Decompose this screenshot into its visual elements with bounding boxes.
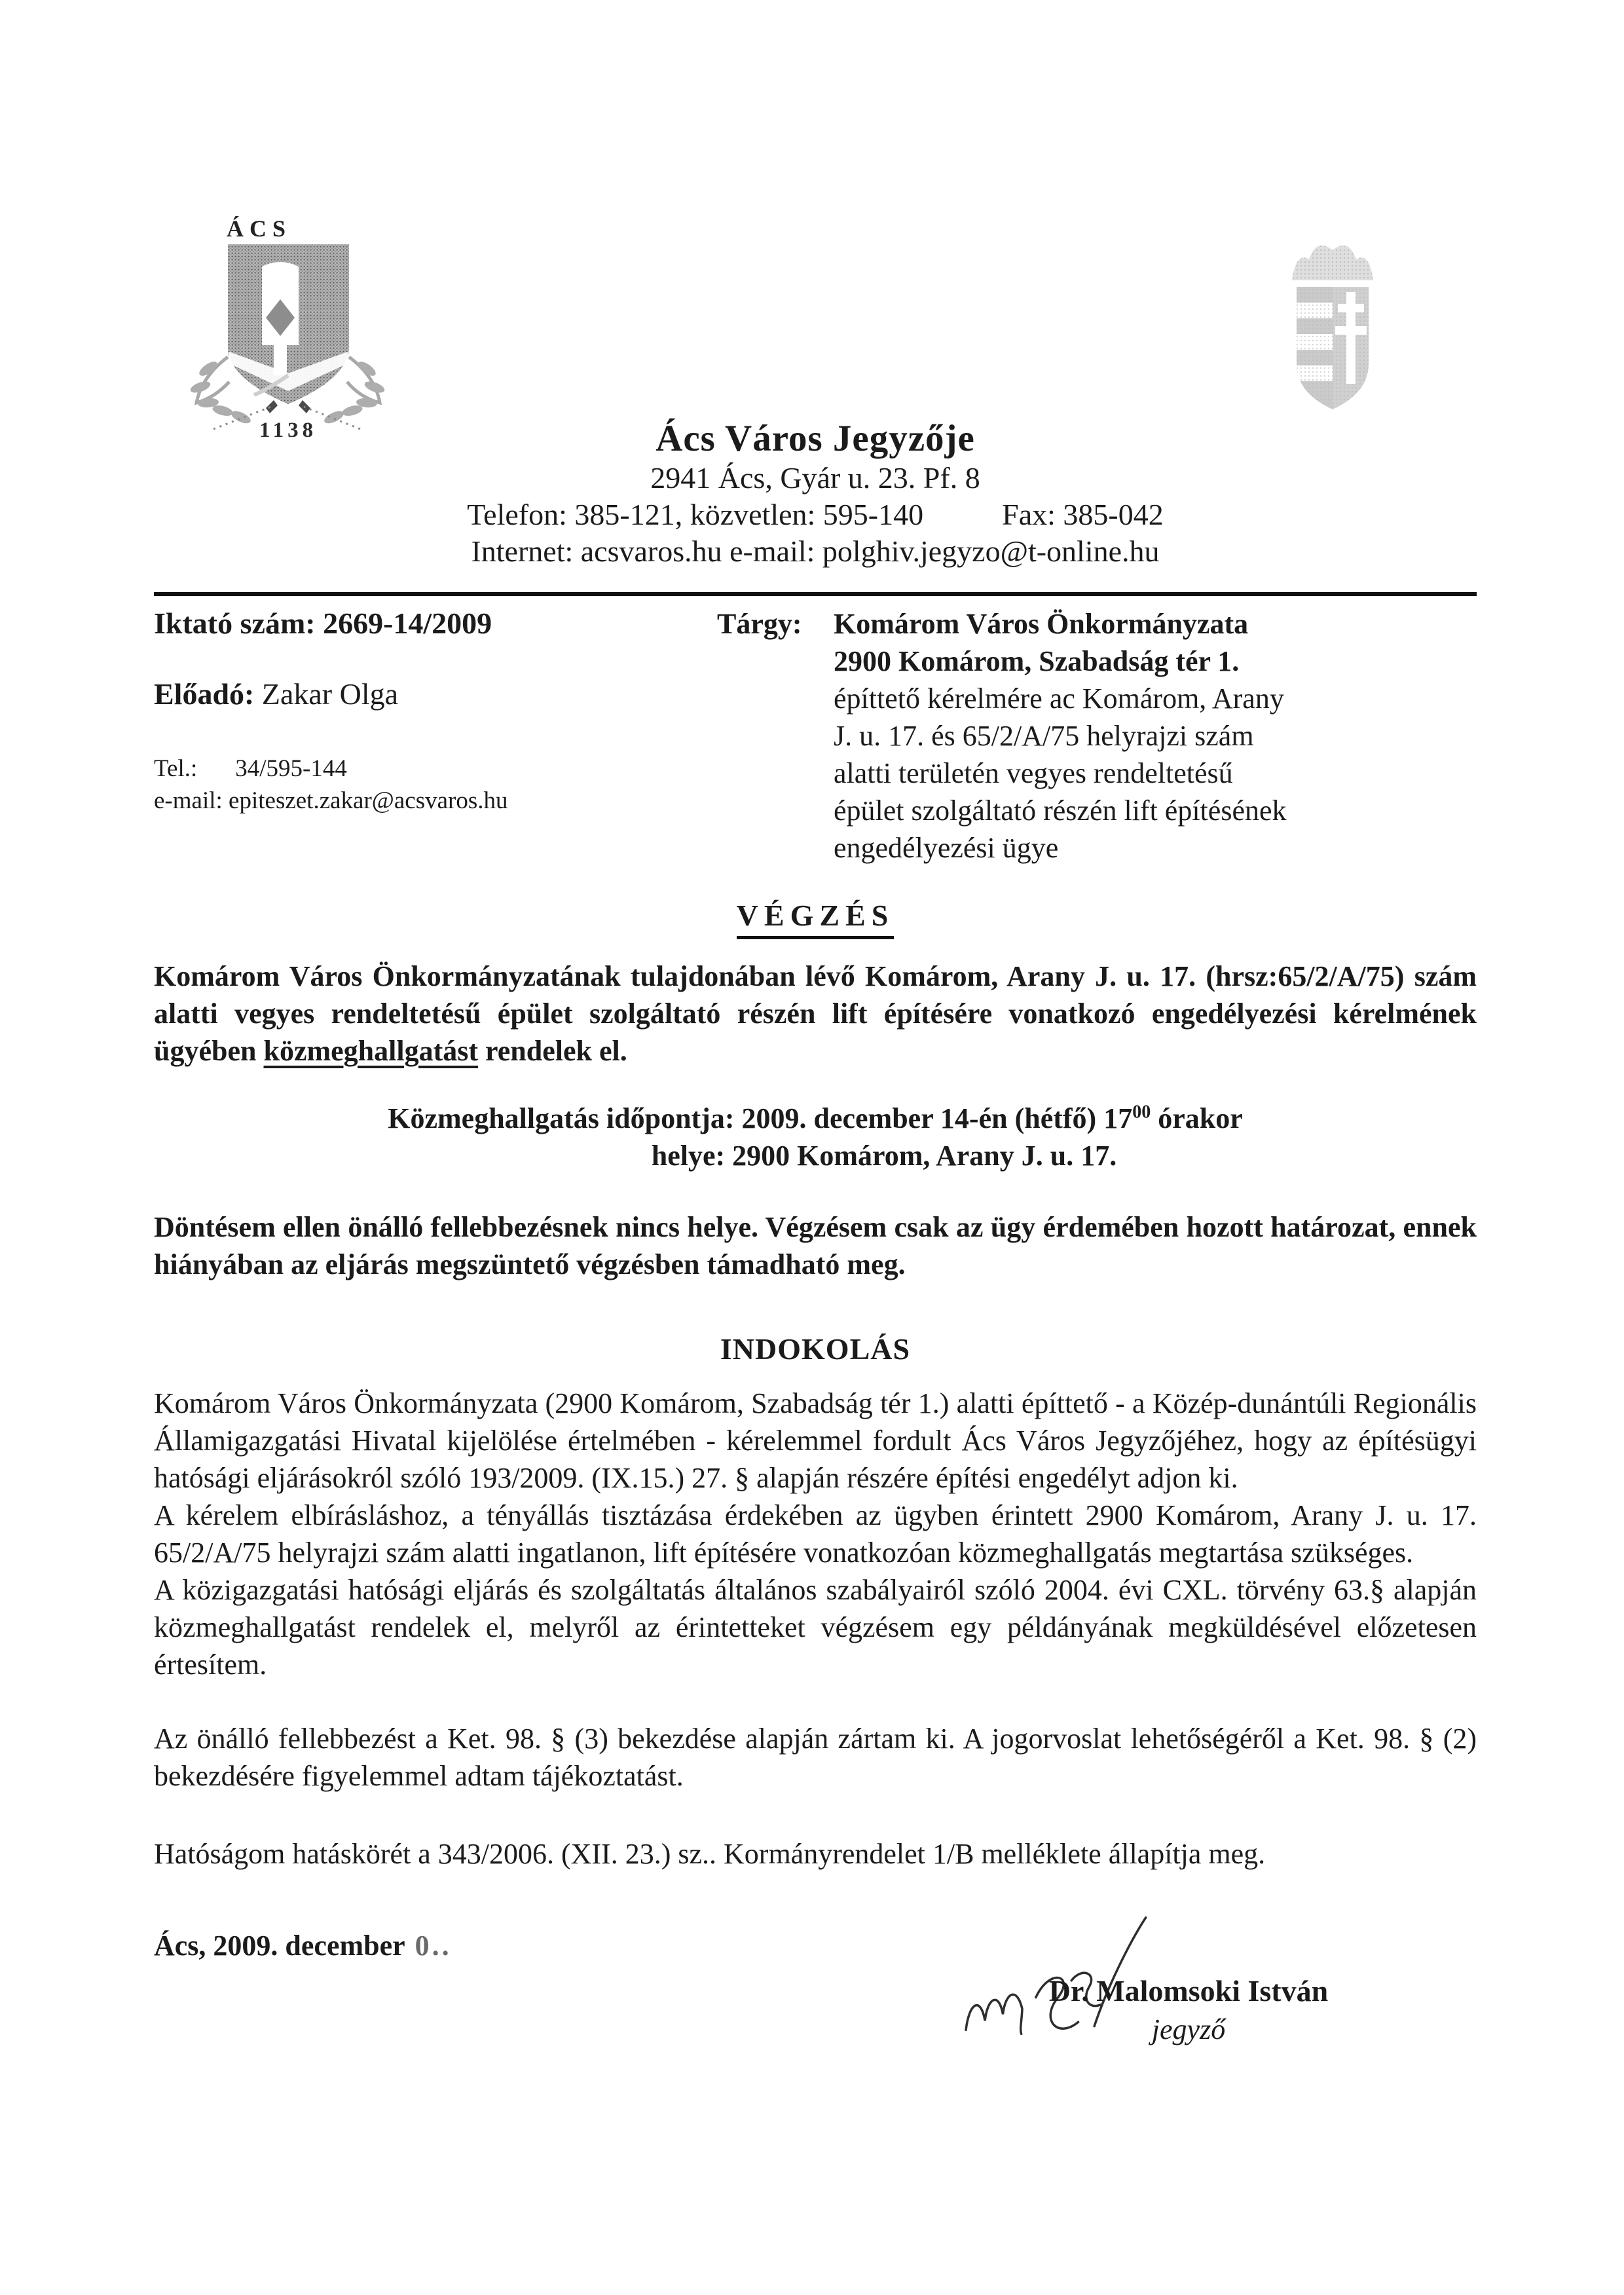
date-line: Ács, 2009. december 0.. (154, 1930, 452, 1962)
hearing-info (154, 1100, 1477, 1174)
case-phone-label: Tel.: (154, 755, 198, 782)
decision-heading: VÉGZÉS (154, 898, 1477, 933)
decision-text: Komárom Város Önkormányzatának tulajdonában lévő Komárom, Arany J. u. 17. (hrsz:65/2/A/75) szám alatti vegyes rendeltetésű épület szolgáltató részén lift építésére vonatkozó engedélyezési kérelmének ügyében (154, 960, 1477, 1067)
crest-acs-label: ÁCS (227, 215, 292, 242)
subject-line: épület szolgáltató részén lift építésének (834, 794, 1287, 827)
hearing-place: helye: 2900 Komárom, Arany J. u. 17. (651, 1140, 1117, 1172)
hearing-time: Közmeghallgatás időpontja: 2009. december 14-én (hétfő) $17^{00}$ órakor (388, 1102, 1243, 1134)
office-title: Ács Város Jegyzője (655, 418, 975, 459)
subject-line: 2900 Komárom, Szabadság tér 1. (834, 645, 1240, 677)
signer-name: Dr. Malomsoki István (1048, 1974, 1329, 2007)
subject-body (815, 605, 1287, 867)
appeal-paragraph: Az önálló fellebbezést a Ket. 98. § (3) bekezdése alapján zártam ki. A jogorvoslat lehetőségéről a Ket. 98. § (2) bekezdésére figyelemmel adtam tájékoztatást. (154, 1723, 1477, 1792)
decision-text: rendelek el. (478, 1035, 627, 1067)
office-phone-row (154, 496, 1477, 533)
crest-year-label: 1138 (259, 419, 318, 442)
subject-line: Komárom Város Önkormányzata (834, 608, 1249, 640)
case-officer-value: Zakar Olga (261, 677, 399, 711)
main-column (154, 418, 1477, 2049)
signer-title: jegyző (1151, 2013, 1226, 2045)
shield (228, 244, 349, 404)
signer-block (900, 1929, 1477, 2049)
case-email: e-mail: epiteszet.zakar@acsvaros.hu (154, 787, 508, 814)
subject-line: alatti területén vegyes rendeltetésű (834, 757, 1233, 789)
appeal-notice: Döntésem ellen önálló fellebbezésnek nincs helye. Végzésem csak az ügy érdemében hozott határozat, ennek hiányában az eljárás megszüntető végzésben támadható meg. (154, 1211, 1477, 1280)
jurisdiction-paragraph: Hatóságom hatáskörét a 343/2006. (XII. 23.) sz.. Kormányrendelet 1/B melléklete állapítja meg. (154, 1838, 1266, 1870)
crown (1292, 246, 1373, 280)
subject-label: Tárgy: (717, 608, 802, 640)
case-number: Iktató szám: 2669-14/2009 (154, 606, 492, 640)
subject-line: építtető kérelmére ac Komárom, Arany (834, 682, 1284, 715)
subject-line: engedélyezési ügye (834, 832, 1059, 864)
justification-paragraph-1: Komárom Város Önkormányzata (2900 Komárom, Szabadság tér 1.) alatti építtető - a Közép-dunántúli Regionális Államigazgatási Hivatal kijelölése értelmében - kérelemmel fordult Ács Város Jegyzőjéhez, hogy az építésügyi hatósági eljárásokról szóló 193/2009. (IX.15.) 27. § alapján részére építési engedélyt adjon ki. (154, 1387, 1477, 1494)
hearing-time-superscript: 00 (1132, 1102, 1151, 1123)
justification-paragraph-2: A kérelem elbírásláshoz, a tényállás tisztázása érdekében az ügyben érintett 2900 Komárom, Arany J. u. 17. 65/2/A/75 helyrajzi szám alatti ingatlanon, lift építésére vonatkozóan közmeghallgatás megtartása szükséges. (154, 1499, 1477, 1569)
case-phone-value: 34/595-144 (235, 755, 347, 782)
closing-block (154, 1929, 1477, 2049)
case-officer (154, 676, 717, 713)
decision-underlined-word: közmeghallgatást (263, 1035, 479, 1067)
office-fax: Fax: 385-042 (1002, 498, 1164, 531)
date-day-smudged: 0.. (405, 1930, 452, 1962)
justification-heading: INDOKOLÁS (720, 1332, 911, 1366)
office-address: 2941 Ács, Gyár u. 23. Pf. 8 (650, 461, 980, 494)
hungary-crest-icon (1280, 229, 1385, 436)
subject-line: J. u. 17. és 65/2/A/75 helyrajzi szám (834, 720, 1254, 752)
office-internet: Internet: acsvaros.hu e-mail: polghiv.jegyzo@t-online.hu (471, 534, 1160, 568)
letterhead (154, 418, 1477, 570)
meta-block (154, 605, 1477, 867)
office-phone: Telefon: 385-121, közvetlen: 595-140 (467, 498, 924, 531)
acs-crest-icon (189, 206, 385, 445)
case-officer-label: Előadó: (154, 677, 255, 711)
meta-left (154, 605, 717, 867)
case-phone (154, 753, 717, 785)
justification-paragraph-3: A közigazgatási hatósági eljárás és szolgáltatás általános szabályairól szóló 2004. évi CXL. törvény 63.§ alapján közmeghallgatást rendelek el, melyről az érintetteket végzésem egy példányának megküldésével előzetesen értesítem. (154, 1574, 1477, 1681)
decision-paragraph (154, 958, 1477, 1070)
header-divider (154, 592, 1477, 596)
subject-block (717, 605, 1477, 867)
